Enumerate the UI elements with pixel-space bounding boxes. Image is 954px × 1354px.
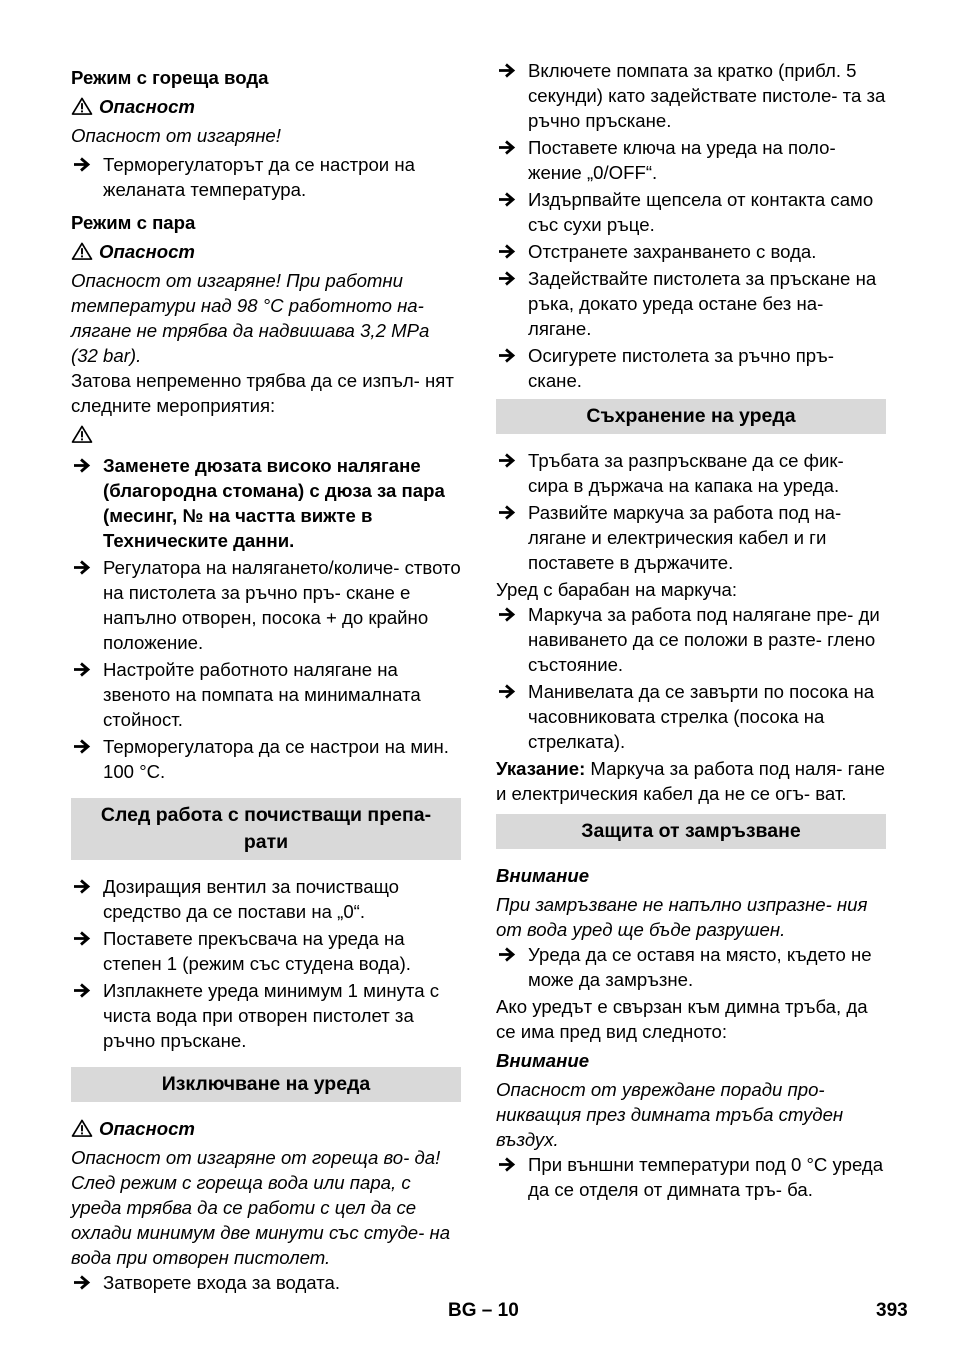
chimney-bullets	[496, 1152, 886, 1202]
hot-water-danger-text: Опасност от изгаряне!	[71, 125, 281, 146]
arrow-right-icon	[73, 879, 91, 894]
arrow-right-icon	[73, 983, 91, 998]
list-item: Изплакнете уреда минимум 1 минута с чиста вода при отворен пистолет за ръчно пръскане.	[71, 978, 461, 1053]
drum-intro: Уред с барабан на маркуча:	[496, 579, 738, 600]
attention-label: Внимание	[496, 865, 590, 886]
arrow-right-icon	[73, 739, 91, 754]
arrow-right-icon	[498, 947, 516, 962]
danger-heading	[71, 94, 461, 119]
arrow-right-icon	[498, 1157, 516, 1172]
shutdown-danger-text: Опасност от изгаряне от гореща во- да! След режим с гореща вода или пара, с уреда трябва да се работи с цел да се охлади минимум две минути със студе- на вода при отворен пистолет.	[71, 1147, 451, 1268]
arrow-right-icon	[73, 1275, 91, 1290]
arrow-right-icon	[498, 505, 516, 520]
note-label: Указание:	[496, 758, 586, 779]
list-item: Настройте работното налягане на звеното на помпата на минималната стойност.	[71, 657, 461, 732]
danger-label: Опасност	[99, 96, 195, 117]
chimney-intro: Ако уредът е свързан към димна тръба, да се има пред вид следното:	[496, 996, 868, 1042]
page-number: 393	[876, 1300, 908, 1321]
list-item: При външни температури под 0 °C уреда да се отделя от димната тръ- ба.	[496, 1152, 886, 1202]
storage-bullets	[496, 448, 886, 575]
shutdown-bullets-continued	[496, 58, 886, 393]
frost-attention-text: При замръзване не напълно изпразне- ния от вода уред ще бъде разрушен.	[496, 894, 868, 940]
list-item: Задействайте пистолета за пръскане на ръка, докато уреда остане без на- лягане.	[496, 266, 886, 341]
arrow-right-icon	[498, 140, 516, 155]
frost-section-title: Защита от замръзване	[496, 814, 886, 849]
list-item: Манивелата да се завърти по посока на часовниковата стрелка (посока на стрелката).	[496, 679, 886, 754]
list-item: Развийте маркуча за работа под на- лягане и електрическия кабел и ги поставете в държачите.	[496, 500, 886, 575]
list-item: Регулатора на налягането/количе- ството на пистолета за ръчно пръ- скане е напълно отворен, посока + до крайно положение.	[71, 555, 461, 655]
list-item: Заменете дюзата високо налягане (благородна стомана) с дюза за пара (месинг, № на частта вижте в Техническите данни.	[71, 453, 461, 553]
steam-danger-text: Опасност от изгаряне! При работни температури над 98 °C работното на- лягане не трябва да надвишава 3,2 MPa (32 bar).	[71, 270, 430, 366]
shutdown-section-title: Изключване на уреда	[71, 1067, 461, 1102]
arrow-right-icon	[498, 192, 516, 207]
warning-icon	[71, 97, 93, 115]
list-item: Включете помпата за кратко (прибл. 5 секунди) като задействате пистоле- та за ръчно пръскане.	[496, 58, 886, 133]
danger-heading	[71, 1116, 461, 1141]
after-work-section-title: След работа с почистващи препа- рати	[71, 798, 461, 860]
list-item: Терморегулатора да се настрои на мин. 100 °C.	[71, 734, 461, 784]
arrow-right-icon	[73, 662, 91, 677]
arrow-right-icon	[73, 458, 91, 473]
list-item: Уреда да се оставя на място, където не може да замръзне.	[496, 942, 886, 992]
chimney-attention-text: Опасност от увреждане поради про- никващия през димната тръба студен въздух.	[496, 1079, 844, 1150]
shutdown-bullets	[71, 1270, 461, 1295]
arrow-right-icon	[498, 244, 516, 259]
warning-icon	[71, 425, 93, 443]
arrow-right-icon	[73, 931, 91, 946]
attention-label: Внимание	[496, 1050, 590, 1071]
list-item: Дозиращия вентил за почистващо средство да се постави на „0“.	[71, 874, 461, 924]
arrow-right-icon	[498, 607, 516, 622]
list-item: Поставете ключа на уреда на поло- жение „0/OFF“.	[496, 135, 886, 185]
warning-icon	[71, 242, 93, 260]
list-item: Терморегулаторът да се настрои на желаната температура.	[71, 152, 461, 202]
after-work-bullets	[71, 874, 461, 1053]
list-item: Осигурете пистолета за ръчно пръ- скане.	[496, 343, 886, 393]
steam-heading: Режим с пара	[71, 212, 196, 233]
danger-label: Опасност	[99, 241, 195, 262]
hot-water-heading: Режим с гореща вода	[71, 67, 269, 88]
list-item: Маркуча за работа под налягане пре- ди навиването да се положи в разте- глено състояние.	[496, 602, 886, 677]
arrow-right-icon	[498, 271, 516, 286]
arrow-right-icon	[498, 453, 516, 468]
right-column	[496, 58, 886, 1204]
steam-bullets	[71, 453, 461, 784]
left-column	[71, 62, 461, 1297]
arrow-right-icon	[73, 157, 91, 172]
danger-label: Опасност	[99, 1118, 195, 1139]
list-item: Издърпвайте щепсела от контакта само със сухи ръце.	[496, 187, 886, 237]
note-text: Маркуча за работа под наля- гане и електрическия кабел да не се огъ- ват.	[496, 758, 885, 804]
steam-intro: Затова непременно трябва да се изпъл- нят следните мероприятия:	[71, 370, 454, 416]
list-item: Отстранете захранването с вода.	[496, 239, 886, 264]
note-paragraph	[496, 756, 886, 806]
arrow-right-icon	[73, 560, 91, 575]
warning-icon	[71, 1119, 93, 1137]
frost-bullets	[496, 942, 886, 992]
footer-section-label: BG – 10	[448, 1300, 519, 1321]
drum-bullets	[496, 602, 886, 754]
warning-marker	[71, 422, 461, 447]
list-item: Тръбата за разпръскване да се фик- сира в държача на капака на уреда.	[496, 448, 886, 498]
arrow-right-icon	[498, 348, 516, 363]
list-item: Затворете входа за водата.	[71, 1270, 461, 1295]
storage-section-title: Съхранение на уреда	[496, 399, 886, 434]
list-item: Поставете прекъсвача на уреда на степен 1 (режим със студена вода).	[71, 926, 461, 976]
danger-heading	[71, 239, 461, 264]
arrow-right-icon	[498, 684, 516, 699]
arrow-right-icon	[498, 63, 516, 78]
hot-water-bullets	[71, 152, 461, 202]
